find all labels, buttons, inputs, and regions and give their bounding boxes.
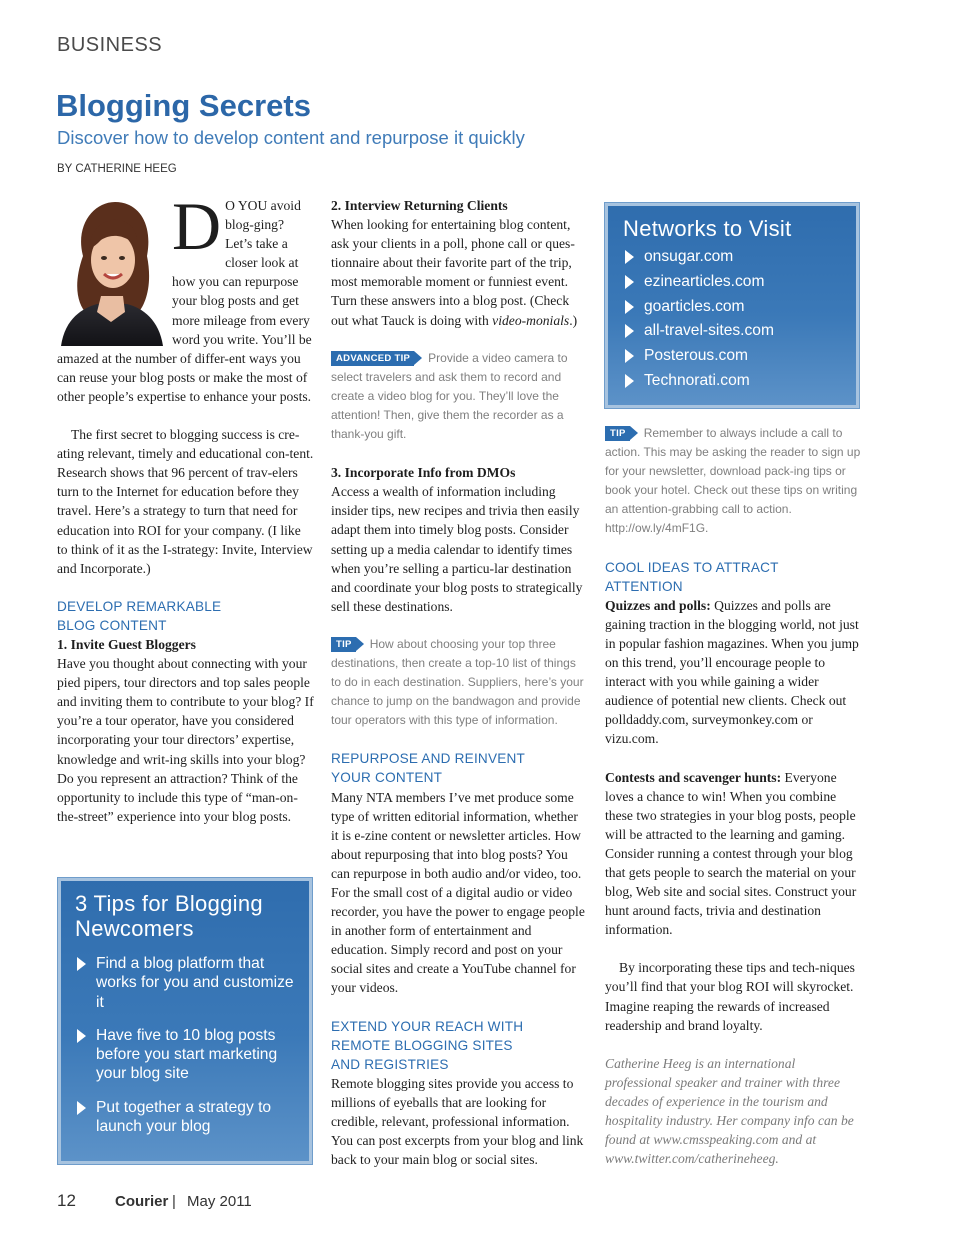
column-1 — [57, 188, 314, 826]
triangle-bullet-icon — [625, 250, 634, 264]
author-bio: Catherine Heeg is an international professional speaker and trainer with three decades of experience in the tourism and hospitality industry. Her company info can be found at www.cmsspeaking.com and at www.twitter.com/catherineheeg. — [605, 1055, 854, 1167]
subheading-interview-clients: 2. Interview Returning Clients — [331, 198, 508, 213]
triangle-bullet-icon — [625, 275, 634, 289]
interview-clients-paragraph: When looking for entertaining blog content, ask your clients in a poll, phone call or ques-tionnaire about their favorite part of the trip, most memorable moment or funniest event. Turn these answers into a blog post. (Check out what Tauck is doing with video-monials.) — [331, 217, 578, 328]
invite-guest-paragraph: Have you thought about connecting with your pied pipers, tour directors and top sales people and inviting them to contribute to your blog? If you’re a tour operator, have you considered incorporating your tour directors’ expertise, knowledge and writ-ing skills into your blog? Do you represent an attraction? Think of the opportunity to include this type of “man-on-the-street” experience into your blog posts. — [57, 656, 314, 824]
section-heading-cool-ideas: COOL IDEAS TO ATTRACT ATTENTION — [605, 559, 779, 594]
section-heading-repurpose: REPURPOSE AND REINVENT YOUR CONTENT — [331, 751, 525, 786]
extend-reach-paragraph: Remote blogging sites provide you access to millions of eyeballs that are looking for credible, relevant, professional information. You can post excerpts from your blog and link back to your main blog or social sites. — [331, 1075, 584, 1168]
tip-call-to-action: TIP Remember to always include a call to action. This may be asking the reader to sign up for your newsletter, download pack-ing tips or book your hotel. Check out these tips on writing an attention-grabbing call to action. http://ow.ly/4mF1G. — [605, 426, 861, 536]
tips-box-item: Find a blog platform that works for you and customize it — [75, 954, 295, 1012]
byline: BY CATHERINE HEEG — [57, 163, 177, 175]
column-3 — [605, 424, 861, 1168]
drop-cap: D — [172, 188, 222, 264]
magazine-name: Courier — [115, 1193, 169, 1210]
advanced-tip-badge: ADVANCED TIP — [331, 351, 414, 366]
subheading-invite-guest-bloggers: 1. Invite Guest Bloggers — [57, 636, 196, 652]
triangle-bullet-icon — [625, 324, 634, 338]
networks-to-visit-box — [605, 203, 859, 408]
tips-box-item: Put together a strategy to launch your blog — [75, 1098, 295, 1137]
network-link: onsugar.com — [623, 245, 841, 270]
footer-separator: | — [172, 1193, 176, 1210]
triangle-bullet-icon — [77, 957, 86, 971]
networks-box-title: Networks to Visit — [623, 216, 792, 241]
intro-paragraph: O YOU avoid blog-ging? Let’s take a closer look at how you can repurpose your blog posts and get more mileage from every word you write. You’ll be amazed at the number of differ-ent ways you can reuse your blog posts or make the most of other people’s expertise to enhance your posts. — [57, 198, 312, 404]
advanced-tip: ADVANCED TIP Provide a video camera to select travelers and ask them to record and create a video blog for you. They’ll love the attention! Then, give them the recorder as a thank-you gift. — [331, 350, 568, 442]
section-heading-develop: DEVELOP REMARKABLE BLOG CONTENT — [57, 598, 222, 633]
contests-paragraph: Contests and scavenger hunts: Everyone loves a chance to win! When you combine these two strategies in your blog posts, people will be attracted to the learning and gaming. Consider running a contest through your blog that gets people to search the material on your blog, Web site and social sites. Construct your hunt around facts, trivia and destination information. — [605, 769, 857, 938]
subheading-incorporate-dmos: 3. Incorporate Info from DMOs — [331, 465, 516, 481]
tip-badge: TIP — [331, 637, 356, 652]
triangle-bullet-icon — [625, 349, 634, 363]
triangle-bullet-icon — [77, 1101, 86, 1115]
quizzes-paragraph: Quizzes and polls: Quizzes and polls are gaining traction in the blogging world, not just in popular fashion magazines. When you jump on this trend, you’ll encourage people to interact with you while gaining a wider audience of potential new clients. Check out polldaddy.com, surveymonkey.com or vizu.com. — [605, 597, 859, 747]
issue-date: May 2011 — [187, 1193, 252, 1210]
network-link: Posterous.com — [623, 344, 841, 369]
column-2 — [331, 196, 588, 1169]
article-subtitle: Discover how to develop content and repurpose it quickly — [57, 127, 525, 148]
tips-box-title: 3 Tips for Blogging Newcomers — [75, 891, 263, 941]
triangle-bullet-icon — [625, 374, 634, 388]
closing-paragraph: By incorporating these tips and tech-niques you’ll find that your blog ROI will skyrocket. Imagine reaping the rewards of increased readership and brand loyalty. — [605, 960, 855, 1033]
triangle-bullet-icon — [625, 300, 634, 314]
tips-for-newcomers-box — [58, 878, 312, 1164]
strategy-paragraph: The first secret to blogging success is cre-ating relevant, timely and educational con-tent. Research shows that 96 percent of trav-elers turn to the Internet for education before they travel. Here’s a strategy to turn that need for education into ROI for your company. (I like to think of it as the I-strategy: Invite, Interview and Incorporate.) — [57, 427, 314, 576]
triangle-bullet-icon — [77, 1029, 86, 1043]
section-heading-extend-reach: EXTEND YOUR REACH WITH REMOTE BLOGGING SITES AND REGISTRIES — [331, 1018, 524, 1072]
page-number: 12 — [57, 1191, 76, 1210]
author-photo — [57, 196, 165, 346]
tip-badge: TIP — [605, 426, 630, 441]
network-link: all-travel-sites.com — [623, 319, 841, 344]
tips-box-item: Have five to 10 blog posts before you start marketing your blog site — [75, 1026, 295, 1084]
network-link: ezinearticles.com — [623, 270, 841, 295]
author-portrait-image — [57, 196, 165, 346]
section-label: BUSINESS — [57, 34, 163, 56]
network-link: goarticles.com — [623, 295, 841, 320]
article-title: Blogging Secrets — [56, 88, 311, 123]
network-link: Technorati.com — [623, 369, 841, 394]
repurpose-paragraph: Many NTA members I’ve met produce some type of written editorial information, whether it is e-zine content or newsletter articles. How about repurposing that into blog posts? You can repurpose in both audio and/or video, too. For the small cost of a digital audio or video recorder, you have the power to engage people in another form of entertainment and education. Simply record and post on your social sites and create a YouTube channel for your videos. — [331, 789, 585, 996]
incorporate-dmos-paragraph: Access a wealth of information including insider tips, new recipes and trivia then easily adapt them into timely blog posts. Consider setting up a media calendar to identify times when you’re selling a particu-lar destination and coordinate your blog posts to strategically sell these destinations. — [331, 484, 583, 614]
tip-destinations: TIP How about choosing your top three destinations, then create a top-10 list of things to do in each destination. Suppliers, here’s your chance to jump on the bandwagon and provide tour operators with this type of information. — [331, 636, 584, 728]
